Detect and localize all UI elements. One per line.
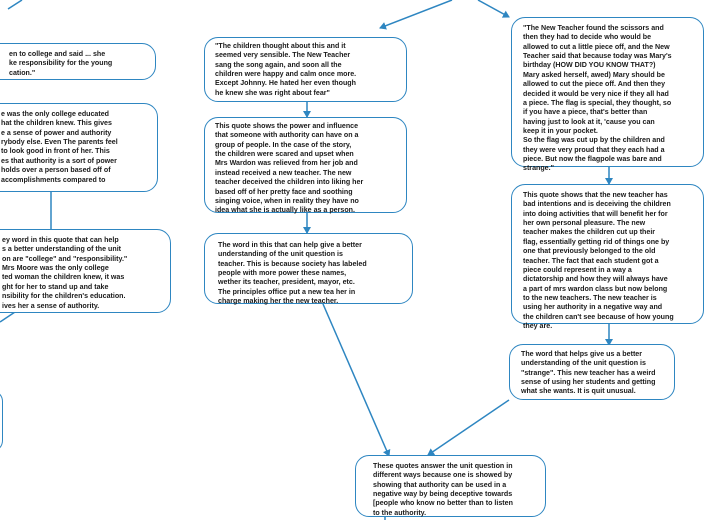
node-strange-word[interactable]: The word that helps give us a better understanding of the unit question is "strange". This new teacher has a weird sense of using her students and getting what she wants. It is quit unusual. (509, 344, 675, 400)
node-left-bottom-offscreen[interactable] (0, 390, 3, 452)
node-left-lower[interactable]: ey word in this quote that can help s a better understanding of the unit on are "college" and "responsibility." Mrs Moore was the only college ted woman the children knew, it was ght for her to stand up and take nsibility for the children's education. ives her a sense of authority. (0, 229, 171, 313)
node-power-analysis[interactable]: This quote shows the power and influence that someone with authority can have on a group of people. In the case of the story, the children were scared and upset when Mrs Wardon was relieved from her job and instead received a new teacher. The new teacher deceived the children into liking her based off of her pretty face and soothing singing voice, when in reality they have no idea what she is actually like as a person. (204, 117, 407, 213)
node-left-top[interactable]: en to college and said ... she ke responsibility for the young cation." (0, 43, 156, 80)
node-intent-analysis[interactable]: This quote shows that the new teacher has bad intentions and is deceiving the children into doing activities that will benefit her for her own personal pleasure. The new teacher makes the children cut up their flag, essentially getting rid of things one by one that previously belonged to the old teacher. The fact that each student got a piece could represent in a way a dictatorship and how they will always have a part of mrs wardon class but now belong to the new teachers. The new teacher is using her authority in a negative way and the children can't see because of how young they are. (511, 184, 704, 324)
node-quote-scissors[interactable]: "The New Teacher found the scissors and then they had to decide who would be allowed to cut a little piece off, and the New Teacher said that because today was Mary's birthday (HOW DID YOU KNOW THAT?) Mary asked herself, awed) Mary should be allowed to cut the piece off. And then they decided it would be very nice if they all had a piece. The flag is special, they thought, so if you have a piece, that's better than having just to look at it, 'cause you can keep it in your pocket. So the flag was cut up by the children and they were very proud that they each had a piece. But now the flagpole was bare and strange." (511, 17, 704, 167)
connector-root-to-quote-children (380, 0, 452, 28)
connector-left-lower-offscreen (0, 312, 15, 322)
connector-teacher-word-to-conclusion (323, 304, 389, 456)
connector-root-to-quote-scissors (478, 0, 509, 17)
node-quote-children[interactable]: "The children thought about this and it seemed very sensible. The New Teacher sang the song again, and soon all the children were happy and calm once more. Except Johnny. He hated her even though he knew she was right about fear" (204, 37, 407, 102)
node-teacher-word[interactable]: The word in this that can help give a better understanding of the unit question is teacher. This is because society has labeled people with more power these names, wether its teacher, president, mayor, etc. The principles office put a new tea her in charge making her the new teacher. (204, 233, 413, 304)
connector-top-left (8, 0, 22, 9)
connector-strange-to-conclusion (428, 400, 509, 455)
node-left-middle[interactable]: e was the only college educated hat the children knew. This gives e a sense of power and authority rybody else. Even The parents feel to look good in front of her. This es that authority is a sort of power holds over a person based off of accomplishments compared to (0, 103, 158, 192)
node-conclusion[interactable]: These quotes answer the unit question in different ways because one is showed by showing that authority can be used in a negative way by being deceptive towards [people who know no better than to listen to the authority. (355, 455, 546, 517)
